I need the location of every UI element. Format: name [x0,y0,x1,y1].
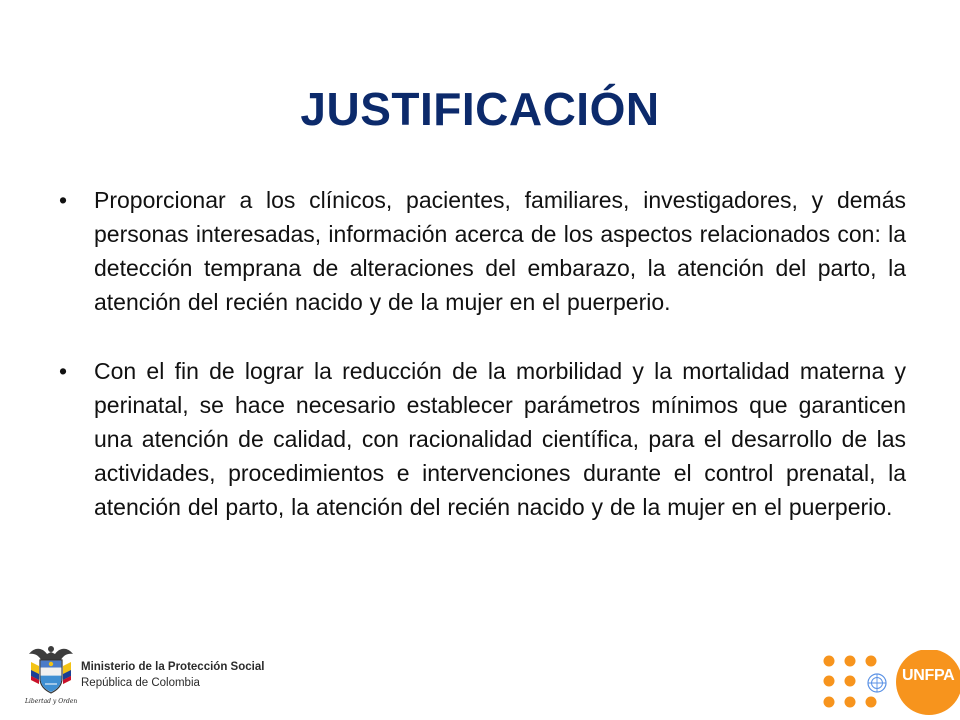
unfpa-logo-icon [818,650,960,720]
seal-motto: Libertad y Orden [25,698,78,705]
slide-title: JUSTIFICACIÓN [300,82,660,135]
bullet-text: Proporcionar a los clínicos, pacientes, familiares, investigadores, y demás personas interesadas, información acerca de los aspectos relacionados con: la detección temprana de alteraciones del embarazo, la atención del parto, la atención del recién nacido y de la mujer en el puerperio. [94,187,906,315]
bullet-marker: • [59,187,68,213]
bullet-item [59,183,906,319]
ministry-logo [25,640,285,712]
unfpa-logo [818,650,960,720]
bullet-text: Con el fin de lograr la reducción de la morbilidad y la mortalidad materna y perinatal, se hace necesario establecer parámetros mínimos que garanticen una atención de calidad, con racionalidad científica, para el desarrollo de las actividades, procedimientos e intervenciones durante el control prenatal, la atención del parto, la atención del recién nacido y de la mujer en el puerperio. [94,358,906,520]
bullet-marker: • [59,358,68,384]
ministry-country: República de Colombia [81,677,200,689]
bullet-item [59,354,906,524]
ministry-name: Ministerio de la Protección Social [81,661,265,673]
unfpa-wordmark: UNFPA [902,667,955,684]
bullet-list [59,183,906,559]
